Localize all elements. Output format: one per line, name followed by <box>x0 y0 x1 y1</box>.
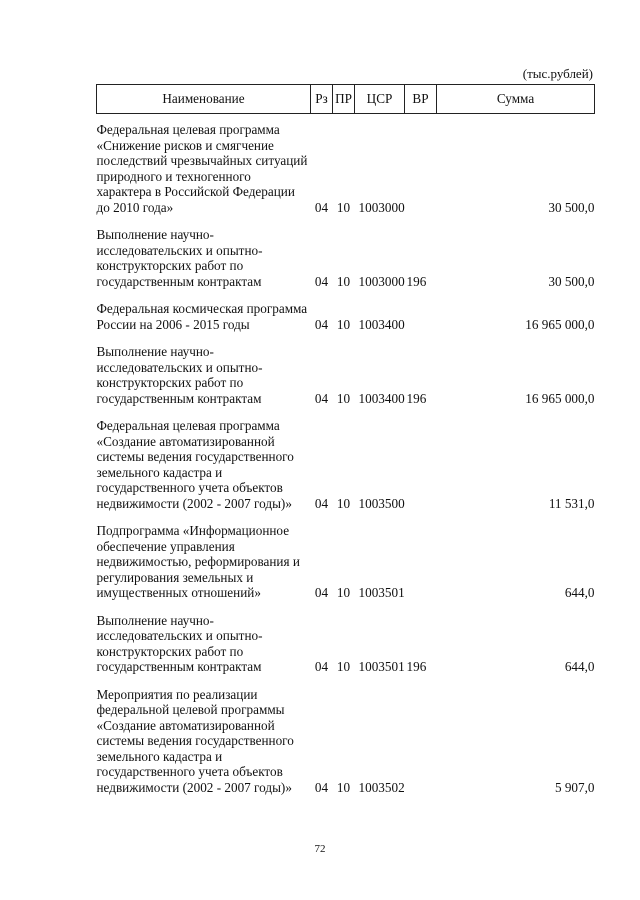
header-vr: ВР <box>405 85 437 114</box>
row-rz: 04 <box>314 495 329 511</box>
row-name: Выполнение научно-исследовательских и опытно-конструкторских работ по государственным контрактам <box>96 227 263 289</box>
units-label: (тыс.рублей) <box>522 66 593 81</box>
header-csr: ЦСР <box>355 85 405 114</box>
table-header-row <box>97 85 595 114</box>
row-pr: 10 <box>336 316 351 332</box>
row-vr: 196 <box>406 390 427 406</box>
row-sum: 16 965 000,0 <box>525 316 595 332</box>
table-row <box>97 687 595 808</box>
table-row <box>97 418 595 523</box>
row-name: Выполнение научно-исследовательских и опытно-конструкторских работ по государственным контрактам <box>96 344 263 406</box>
row-sum: 644,0 <box>564 659 595 674</box>
table-row <box>97 613 595 687</box>
header-pr: ПР <box>333 85 355 114</box>
row-csr: 1003400 <box>358 316 405 332</box>
row-pr: 10 <box>336 495 351 511</box>
table-row <box>97 114 595 228</box>
header-sum: Сумма <box>437 85 595 114</box>
row-rz: 04 <box>314 659 329 674</box>
row-vr: 196 <box>406 659 427 674</box>
row-sum: 5 907,0 <box>554 779 595 795</box>
row-rz: 04 <box>314 316 329 332</box>
row-sum: 11 531,0 <box>548 495 595 511</box>
row-vr <box>405 418 437 523</box>
row-sum: 644,0 <box>564 585 595 600</box>
row-rz: 04 <box>314 585 329 600</box>
row-vr <box>405 523 437 613</box>
header-name: Наименование <box>97 85 311 114</box>
table-row <box>97 227 595 301</box>
row-sum: 30 500,0 <box>548 273 595 289</box>
page-number: 72 <box>314 843 326 855</box>
row-rz: 04 <box>314 273 329 289</box>
row-sum: 30 500,0 <box>548 199 595 215</box>
row-csr: 1003000 <box>358 199 405 215</box>
row-csr: 1003502 <box>358 779 405 795</box>
row-pr: 10 <box>336 779 351 795</box>
budget-table <box>96 84 595 807</box>
header-rz: Рз <box>311 85 333 114</box>
table-row <box>97 301 595 344</box>
row-csr: 1003501 <box>358 659 405 674</box>
row-csr: 1003000 <box>358 273 405 289</box>
row-pr: 10 <box>336 273 351 289</box>
table-row <box>97 523 595 613</box>
row-rz: 04 <box>314 779 329 795</box>
row-name: Выполнение научно-исследовательских и опытно-конструкторских работ по государственным контрактам <box>96 612 263 674</box>
row-name: Подпрограмма «Информационное обеспечение управления недвижимостью, реформирования и регулирования земельных и имущественных отношений» <box>96 523 300 600</box>
row-name: Федеральная целевая программа «Снижение рисков и смягчение последствий чрезвычайных ситуаций природного и техногенного характера в Российской Федерации до 2010 года» <box>96 122 308 215</box>
row-pr: 10 <box>336 585 351 600</box>
row-rz: 04 <box>314 199 329 215</box>
row-rz: 04 <box>314 390 329 406</box>
row-csr: 1003400 <box>358 390 405 406</box>
row-csr: 1003501 <box>358 585 405 600</box>
row-sum: 16 965 000,0 <box>525 390 595 406</box>
row-vr <box>405 687 437 808</box>
row-pr: 10 <box>336 659 351 674</box>
row-vr <box>405 114 437 228</box>
row-csr: 1003500 <box>358 495 405 511</box>
row-pr: 10 <box>336 390 351 406</box>
row-name: Федеральная целевая программа «Создание автоматизированной системы ведения государственного земельного кадастра и государственного учета объектов недвижимости (2002 - 2007 годы)» <box>96 418 294 511</box>
row-name: Мероприятия по реализации федеральной целевой программы «Создание автоматизированной системы ведения государственного земельного кадастра и государственного учета объектов недвижимости (2002 - 2007 годы)» <box>96 686 294 795</box>
row-pr: 10 <box>336 199 351 215</box>
table-row <box>97 344 595 418</box>
row-vr <box>405 301 437 344</box>
row-name: Федеральная космическая программа России на 2006 - 2015 годы <box>96 301 308 332</box>
row-vr: 196 <box>406 273 427 289</box>
